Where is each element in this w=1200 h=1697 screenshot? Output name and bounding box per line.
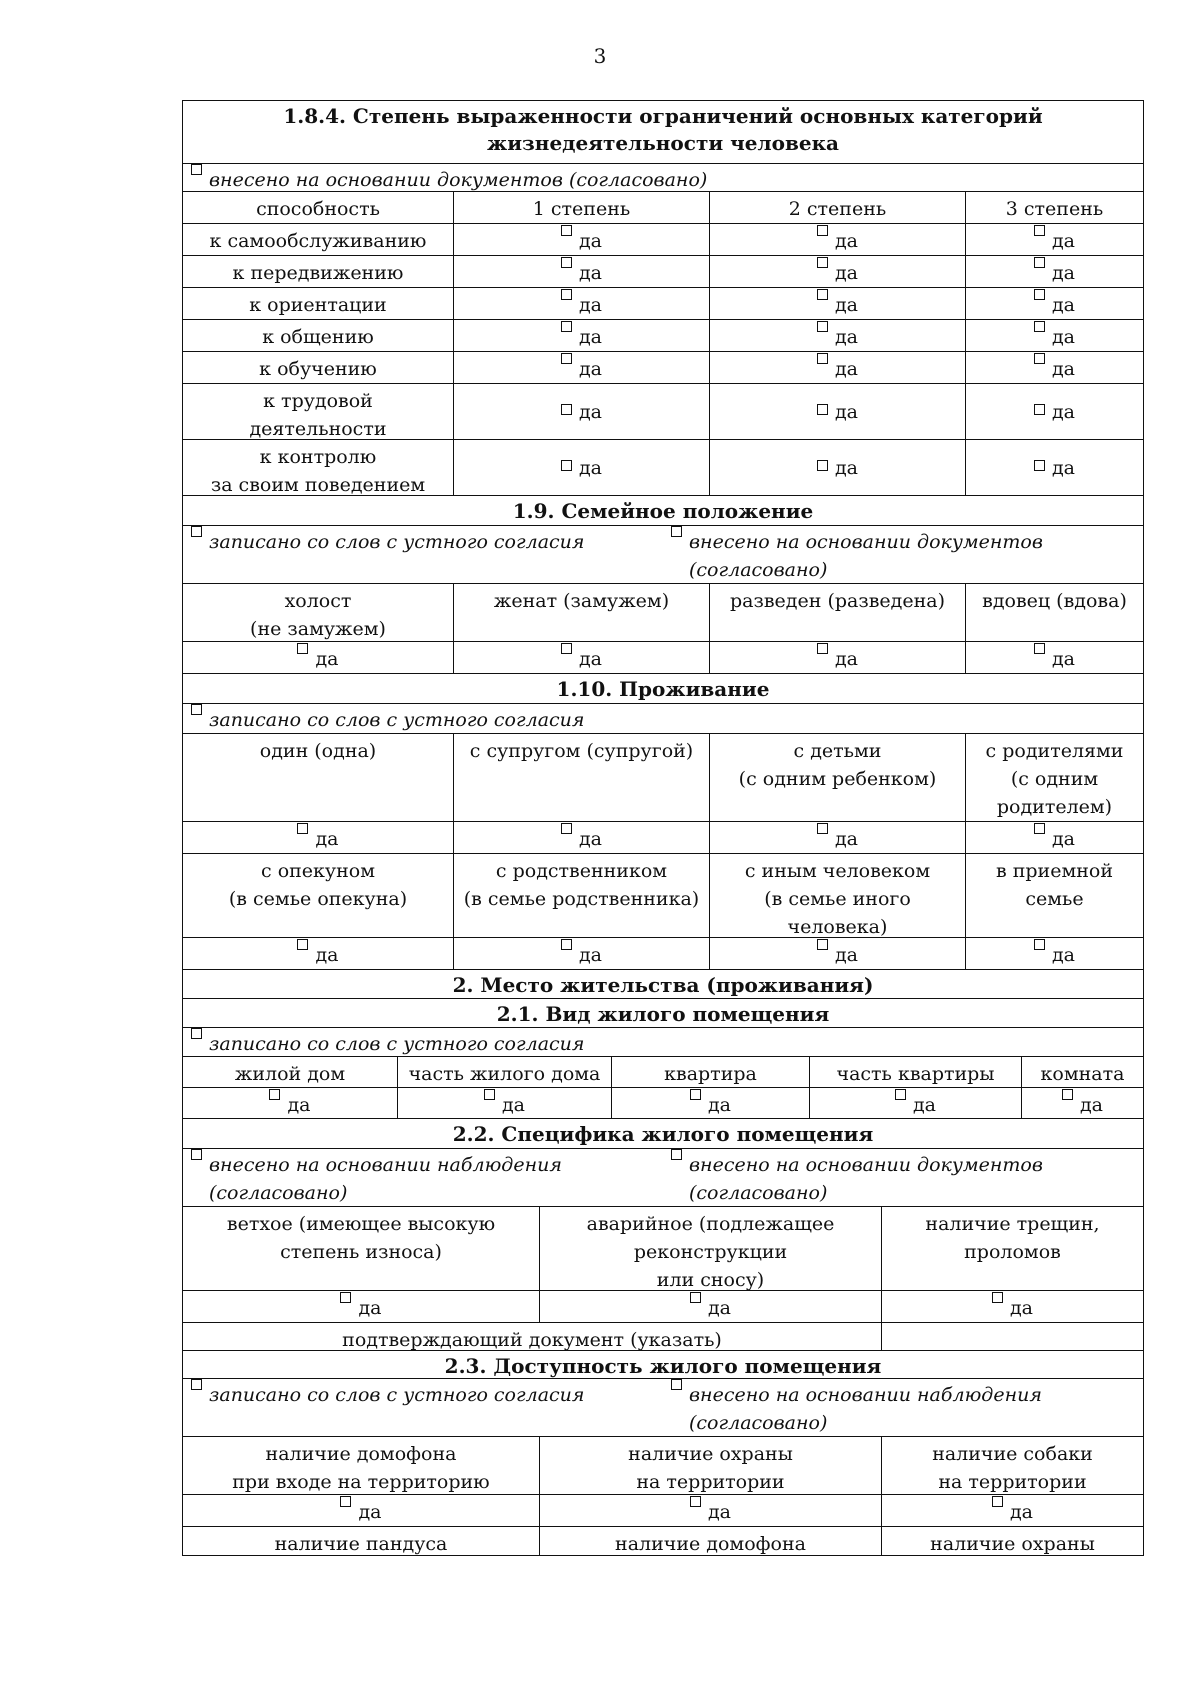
s110-title-text: 1.10. Проживание: [556, 677, 770, 701]
s110-option1-3-cell: [965, 734, 1143, 821]
s22-note-right[interactable]: [663, 1149, 1143, 1206]
s110-val1-0: да: [315, 828, 339, 850]
s184-label-1: к передвижению: [232, 262, 404, 284]
checkbox-icon[interactable]: [1034, 460, 1045, 471]
s184-val-6-2-cell[interactable]: [965, 440, 1143, 495]
s110-option1-3: с родителями (с одним родителем): [985, 740, 1124, 818]
s110-option2-2-cell: [709, 854, 965, 937]
s110-val2-2-cell[interactable]: [709, 938, 965, 969]
checkbox-icon[interactable]: [817, 823, 828, 834]
s22-title-row: [183, 1118, 1143, 1148]
s19-note-left-text: записано со слов с устного согласия: [209, 531, 585, 553]
s184-header-1: 1 степень: [532, 198, 631, 220]
s110-val1-2-cell[interactable]: [709, 822, 965, 853]
s184-val-3-1: да: [834, 326, 859, 348]
s184-row-1: [183, 255, 1143, 287]
s184-val-3-0: да: [578, 326, 603, 348]
s21-val-1-cell[interactable]: [397, 1088, 611, 1118]
s110-val2-2: да: [834, 944, 859, 966]
s110-option2-0: с опекуном (в семье опекуна): [228, 860, 408, 910]
checkbox-icon[interactable]: [817, 257, 828, 268]
checkbox-icon[interactable]: [690, 1496, 701, 1507]
checkbox-icon[interactable]: [817, 939, 828, 950]
s22-doc-input[interactable]: [881, 1323, 1143, 1350]
s19-option-3-cell: [965, 584, 1143, 641]
s184-val-5-2-cell[interactable]: [965, 384, 1143, 439]
s184-val-0-1-cell[interactable]: [709, 224, 965, 255]
s22-val-1: да: [707, 1297, 732, 1319]
s184-label-2: к ориентации: [249, 294, 387, 316]
s19-val-3-cell[interactable]: [965, 642, 1143, 673]
s22-note-row: [183, 1148, 1143, 1206]
s21-option-3: часть квартиры: [836, 1063, 995, 1085]
s184-header-1-cell: [453, 192, 709, 223]
s19-note-row: [183, 525, 1143, 583]
checkbox-icon[interactable]: [561, 321, 572, 332]
s184-val-4-2-cell[interactable]: [965, 352, 1143, 383]
s23-option-0: наличие домофона при входе на территорию: [232, 1443, 490, 1493]
s110-val2-3-cell[interactable]: [965, 938, 1143, 969]
s21-option-0: жилой дом: [234, 1063, 346, 1085]
checkbox-icon[interactable]: [561, 404, 572, 415]
s21-option-3-cell: [809, 1057, 1021, 1087]
s184-title-text: 1.8.4. Степень выраженности ограничений основных категорий жизнедеятельности человека: [283, 104, 1043, 155]
s21-option-2-cell: [611, 1057, 809, 1087]
s23-option2-1-cell: [539, 1527, 881, 1555]
s110-vals1-row: [183, 821, 1143, 853]
s19-vals-row: [183, 641, 1143, 673]
s184-val-5-0: да: [578, 400, 603, 423]
s184-val-2-0: да: [578, 294, 603, 316]
checkbox-icon[interactable]: [561, 353, 572, 364]
checkbox-icon[interactable]: [1034, 404, 1045, 415]
page-number: 3: [593, 44, 607, 68]
s184-val-4-2: да: [1051, 358, 1076, 380]
s184-label-5-cell: [183, 384, 453, 439]
s184-val-1-0-cell[interactable]: [453, 256, 709, 287]
s184-val-2-1-cell[interactable]: [709, 288, 965, 319]
s110-val1-3-cell[interactable]: [965, 822, 1143, 853]
s21-option-1: часть жилого дома: [408, 1063, 601, 1085]
s110-option1-2-cell: [709, 734, 965, 821]
s184-val-4-0-cell[interactable]: [453, 352, 709, 383]
s21-option-0-cell: [183, 1057, 397, 1087]
s21-title-row: [183, 998, 1143, 1027]
checkbox-icon[interactable]: [269, 1089, 280, 1100]
s110-options1-row: [183, 733, 1143, 821]
s23-options2-row: [183, 1526, 1143, 1555]
s110-val1-0-cell[interactable]: [183, 822, 453, 853]
s23-option2-2-cell: [881, 1527, 1143, 1555]
checkbox-icon[interactable]: [191, 164, 202, 175]
s2-title-row: [183, 969, 1143, 998]
s184-val-1-0: да: [578, 262, 603, 284]
s22-option-2-cell: [881, 1207, 1143, 1290]
s23-val-0: да: [358, 1501, 382, 1523]
s184-row-3: [183, 319, 1143, 351]
s184-title: [183, 101, 1143, 163]
s19-note-right[interactable]: [663, 526, 1143, 583]
checkbox-icon[interactable]: [817, 460, 828, 471]
s110-option1-2: с детьми (с одним ребенком): [738, 740, 937, 790]
s110-option1-1-cell: [453, 734, 709, 821]
checkbox-icon[interactable]: [817, 289, 828, 300]
s110-option2-2: с иным человеком (в семье иного человека): [744, 860, 931, 938]
s21-val-1: да: [501, 1094, 526, 1116]
s23-option2-2: наличие охраны: [930, 1533, 1095, 1555]
checkbox-icon[interactable]: [817, 404, 828, 415]
s110-val2-3: да: [1051, 944, 1076, 966]
s23-option2-0: наличие пандуса: [274, 1533, 448, 1555]
s110-val2-0: да: [315, 944, 339, 966]
s19-title: [183, 496, 1143, 525]
s184-title-row: [183, 101, 1143, 163]
s110-option2-1: с родственником (в семье родственника): [463, 860, 700, 910]
s110-note[interactable]: [183, 704, 1143, 733]
s184-val-2-2: да: [1051, 294, 1076, 316]
checkbox-icon[interactable]: [191, 526, 202, 537]
s184-val-1-1-cell[interactable]: [709, 256, 965, 287]
s184-val-6-0-cell[interactable]: [453, 440, 709, 495]
s22-option-0: ветхое (имеющее высокую степень износа): [226, 1213, 496, 1263]
s21-val-3: да: [912, 1094, 937, 1116]
s23-option2-0-cell: [183, 1527, 539, 1555]
checkbox-icon[interactable]: [1034, 225, 1045, 236]
s184-val-0-1: да: [834, 230, 859, 252]
s22-option-1: аварийное (подлежащее реконструкции или сносу): [586, 1213, 835, 1291]
checkbox-icon[interactable]: [817, 321, 828, 332]
checkbox-icon[interactable]: [297, 823, 308, 834]
s110-val2-1: да: [578, 944, 603, 966]
s184-label-4: к обучению: [259, 358, 377, 380]
s21-note-text: записано со слов с устного согласия: [209, 1033, 585, 1055]
s184-val-6-1-cell[interactable]: [709, 440, 965, 495]
s23-note-left-text: записано со слов с устного согласия: [209, 1384, 585, 1406]
s21-title-text: 2.1. Вид жилого помещения: [496, 1002, 830, 1026]
s22-val-0-cell[interactable]: [183, 1291, 539, 1322]
s21-val-4: да: [1079, 1094, 1104, 1116]
s19-option-3: вдовец (вдова): [982, 590, 1127, 612]
s19-options-row: [183, 583, 1143, 641]
s110-vals2-row: [183, 937, 1143, 969]
s184-label-3: к общению: [262, 326, 374, 348]
checkbox-icon[interactable]: [1034, 321, 1045, 332]
checkbox-icon[interactable]: [561, 225, 572, 236]
s22-doc-label-cell: [183, 1323, 881, 1350]
s184-row-5: [183, 383, 1143, 439]
s23-option-0-cell: [183, 1437, 539, 1494]
s21-val-0: да: [287, 1094, 311, 1116]
s184-val-0-2: да: [1051, 230, 1076, 252]
s22-doc-label: подтверждающий документ (указать): [342, 1329, 722, 1351]
s21-options-row: [183, 1056, 1143, 1087]
s2-title: [183, 970, 1143, 998]
checkbox-icon[interactable]: [297, 643, 308, 654]
s23-option-2-cell: [881, 1437, 1143, 1494]
s19-val-1-cell[interactable]: [453, 642, 709, 673]
s184-header-2: 2 степень: [788, 198, 887, 220]
s21-val-4-cell[interactable]: [1021, 1088, 1143, 1118]
s19-option-0: холост (не замужем): [250, 590, 386, 640]
s184-label-0-cell: [183, 224, 453, 255]
s2-title-text: 2. Место жительства (проживания): [452, 973, 874, 997]
s21-option-4: комната: [1040, 1063, 1125, 1085]
checkbox-icon[interactable]: [895, 1089, 906, 1100]
s110-val1-1-cell[interactable]: [453, 822, 709, 853]
form-table: [182, 100, 1144, 1556]
s19-option-1-cell: [453, 584, 709, 641]
checkbox-icon[interactable]: [1034, 939, 1045, 950]
s23-vals-row: [183, 1494, 1143, 1526]
s23-title-text: 2.3. Доступность жилого помещения: [444, 1354, 882, 1378]
s110-note-row: [183, 703, 1143, 733]
s184-val-5-0-cell[interactable]: [453, 384, 709, 439]
s21-vals-row: [183, 1087, 1143, 1118]
checkbox-icon[interactable]: [690, 1292, 701, 1303]
s23-note-right-text: внесено на основании наблюдения (согласовано): [689, 1384, 1042, 1434]
s184-val-4-1: да: [834, 358, 859, 380]
s21-val-3-cell[interactable]: [809, 1088, 1021, 1118]
checkbox-icon[interactable]: [191, 1149, 202, 1160]
s184-note-text: внесено на основании документов (согласовано): [209, 169, 708, 191]
s110-option1-0: один (одна): [259, 740, 377, 762]
s23-option-1-cell: [539, 1437, 881, 1494]
s19-val-1: да: [578, 648, 603, 670]
s184-val-2-2-cell[interactable]: [965, 288, 1143, 319]
s184-label-1-cell: [183, 256, 453, 287]
s21-note-row: [183, 1027, 1143, 1056]
checkbox-icon[interactable]: [191, 704, 202, 715]
s22-val-2: да: [1009, 1297, 1034, 1319]
s23-option2-1: наличие домофона: [615, 1533, 806, 1555]
s19-val-0: да: [315, 648, 339, 670]
s21-title: [183, 999, 1143, 1027]
s184-label-4-cell: [183, 352, 453, 383]
s19-option-1: женат (замужем): [493, 590, 670, 612]
s184-val-6-0: да: [578, 456, 603, 479]
s23-val-2-cell[interactable]: [881, 1495, 1143, 1526]
s110-option2-3: в приемной семье: [995, 860, 1113, 910]
s184-row-4: [183, 351, 1143, 383]
checkbox-icon[interactable]: [340, 1496, 351, 1507]
s23-title-row: [183, 1350, 1143, 1378]
s184-label-3-cell: [183, 320, 453, 351]
checkbox-icon[interactable]: [561, 643, 572, 654]
s184-header-3: 3 степень: [1005, 198, 1104, 220]
s23-note-row: [183, 1378, 1143, 1436]
s19-option-2-cell: [709, 584, 965, 641]
s184-val-4-0: да: [578, 358, 603, 380]
s110-option2-0-cell: [183, 854, 453, 937]
s184-label-6: к контролю за своим поведением: [210, 446, 426, 496]
checkbox-icon[interactable]: [561, 939, 572, 950]
s19-title-text: 1.9. Семейное положение: [512, 499, 814, 523]
checkbox-icon[interactable]: [191, 1028, 202, 1039]
s184-val-1-2-cell[interactable]: [965, 256, 1143, 287]
s184-label-0: к самообслуживанию: [209, 230, 427, 252]
s19-val-3: да: [1051, 648, 1076, 670]
s184-val-1-2: да: [1051, 262, 1076, 284]
s19-note-right-text: внесено на основании документов (согласовано): [689, 531, 1043, 581]
checkbox-icon[interactable]: [561, 460, 572, 471]
s184-val-2-1: да: [834, 294, 859, 316]
s22-vals-row: [183, 1290, 1143, 1322]
s184-val-3-0-cell[interactable]: [453, 320, 709, 351]
checkbox-icon[interactable]: [561, 289, 572, 300]
checkbox-icon[interactable]: [671, 1379, 682, 1390]
s22-doc-row: [183, 1322, 1143, 1350]
s22-note-right-text: внесено на основании документов (согласовано): [689, 1154, 1043, 1204]
s184-header-0-cell: [183, 192, 453, 223]
s110-options2-row: [183, 853, 1143, 937]
s184-val-6-1: да: [834, 456, 859, 479]
s184-label-6-cell: [183, 440, 453, 495]
s21-option-1-cell: [397, 1057, 611, 1087]
checkbox-icon[interactable]: [191, 1379, 202, 1390]
s21-note[interactable]: [183, 1028, 1143, 1056]
checkbox-icon[interactable]: [561, 257, 572, 268]
s22-option-0-cell: [183, 1207, 539, 1290]
s184-header-3-cell: [965, 192, 1143, 223]
s23-val-1-cell[interactable]: [539, 1495, 881, 1526]
checkbox-icon[interactable]: [1062, 1089, 1073, 1100]
s23-title: [183, 1351, 1143, 1378]
checkbox-icon[interactable]: [561, 823, 572, 834]
checkbox-icon[interactable]: [1034, 643, 1045, 654]
s184-val-5-1-cell[interactable]: [709, 384, 965, 439]
s184-note[interactable]: [183, 164, 1143, 191]
s184-val-3-2: да: [1051, 326, 1076, 348]
s110-val1-2: да: [834, 828, 859, 850]
checkbox-icon[interactable]: [1034, 289, 1045, 300]
s110-option1-0-cell: [183, 734, 453, 821]
s184-val-2-0-cell[interactable]: [453, 288, 709, 319]
s184-row-2: [183, 287, 1143, 319]
checkbox-icon[interactable]: [1034, 353, 1045, 364]
checkbox-icon[interactable]: [671, 526, 682, 537]
s110-option2-1-cell: [453, 854, 709, 937]
s110-note-text: записано со слов с устного согласия: [209, 709, 585, 731]
s23-option-2: наличие собаки на территории: [932, 1443, 1093, 1493]
s184-val-4-1-cell[interactable]: [709, 352, 965, 383]
checkbox-icon[interactable]: [1034, 257, 1045, 268]
s21-val-0-cell[interactable]: [183, 1088, 397, 1118]
s184-label-2-cell: [183, 288, 453, 319]
s21-option-4-cell: [1021, 1057, 1143, 1087]
s23-options-row: [183, 1436, 1143, 1494]
s19-option-0-cell: [183, 584, 453, 641]
s184-header-row: [183, 191, 1143, 223]
s184-val-3-1-cell[interactable]: [709, 320, 965, 351]
s19-val-0-cell[interactable]: [183, 642, 453, 673]
s22-option-1-cell: [539, 1207, 881, 1290]
s22-title: [183, 1119, 1143, 1148]
s184-val-1-1: да: [834, 262, 859, 284]
s22-option-2: наличие трещин, проломов: [925, 1213, 1100, 1263]
checkbox-icon[interactable]: [817, 643, 828, 654]
s184-val-0-0-cell[interactable]: [453, 224, 709, 255]
checkbox-icon[interactable]: [817, 225, 828, 236]
s22-val-2-cell[interactable]: [881, 1291, 1143, 1322]
s23-note-right[interactable]: [663, 1379, 1143, 1436]
s19-note-left[interactable]: [183, 526, 663, 583]
checkbox-icon[interactable]: [340, 1292, 351, 1303]
s184-row-0: [183, 223, 1143, 255]
s184-header-0: способность: [256, 198, 380, 220]
s110-val2-1-cell[interactable]: [453, 938, 709, 969]
s21-val-2: да: [707, 1094, 732, 1116]
s110-title-row: [183, 673, 1143, 703]
s19-title-row: [183, 495, 1143, 525]
checkbox-icon[interactable]: [992, 1292, 1003, 1303]
s184-val-0-0: да: [578, 230, 603, 252]
s22-note-left[interactable]: [183, 1149, 663, 1206]
s23-val-0-cell[interactable]: [183, 1495, 539, 1526]
checkbox-icon[interactable]: [992, 1496, 1003, 1507]
checkbox-icon[interactable]: [690, 1089, 701, 1100]
s19-option-2: разведен (разведена): [730, 590, 945, 612]
s23-note-left[interactable]: [183, 1379, 663, 1436]
checkbox-icon[interactable]: [671, 1149, 682, 1160]
s110-val1-3: да: [1051, 828, 1076, 850]
s110-val1-1: да: [578, 828, 603, 850]
s21-option-2: квартира: [664, 1063, 757, 1085]
s110-option2-3-cell: [965, 854, 1143, 937]
s184-val-5-1: да: [834, 400, 859, 423]
s110-title: [183, 674, 1143, 703]
s22-title-text: 2.2. Специфика жилого помещения: [452, 1122, 874, 1146]
s110-val2-0-cell[interactable]: [183, 938, 453, 969]
s184-val-0-2-cell[interactable]: [965, 224, 1143, 255]
s22-val-0: да: [358, 1297, 382, 1319]
s184-label-5: к трудовой деятельности: [249, 390, 387, 440]
checkbox-icon[interactable]: [1034, 823, 1045, 834]
s22-note-left-text: внесено на основании наблюдения (согласовано): [209, 1154, 562, 1204]
s184-val-5-2: да: [1051, 400, 1076, 423]
s184-val-6-2: да: [1051, 456, 1076, 479]
s23-option-1: наличие охраны на территории: [628, 1443, 793, 1493]
s110-option1-1: с супругом (супругой): [469, 740, 694, 762]
s22-options-row: [183, 1206, 1143, 1290]
s19-val-2-cell[interactable]: [709, 642, 965, 673]
s23-val-2: да: [1009, 1501, 1034, 1523]
s23-val-1: да: [707, 1501, 732, 1523]
checkbox-icon[interactable]: [484, 1089, 495, 1100]
s184-note-row: [183, 163, 1143, 191]
checkbox-icon[interactable]: [817, 353, 828, 364]
s22-val-1-cell[interactable]: [539, 1291, 881, 1322]
s184-header-2-cell: [709, 192, 965, 223]
s184-row-6: [183, 439, 1143, 495]
s184-val-3-2-cell[interactable]: [965, 320, 1143, 351]
s19-val-2: да: [834, 648, 859, 670]
s21-val-2-cell[interactable]: [611, 1088, 809, 1118]
checkbox-icon[interactable]: [297, 939, 308, 950]
